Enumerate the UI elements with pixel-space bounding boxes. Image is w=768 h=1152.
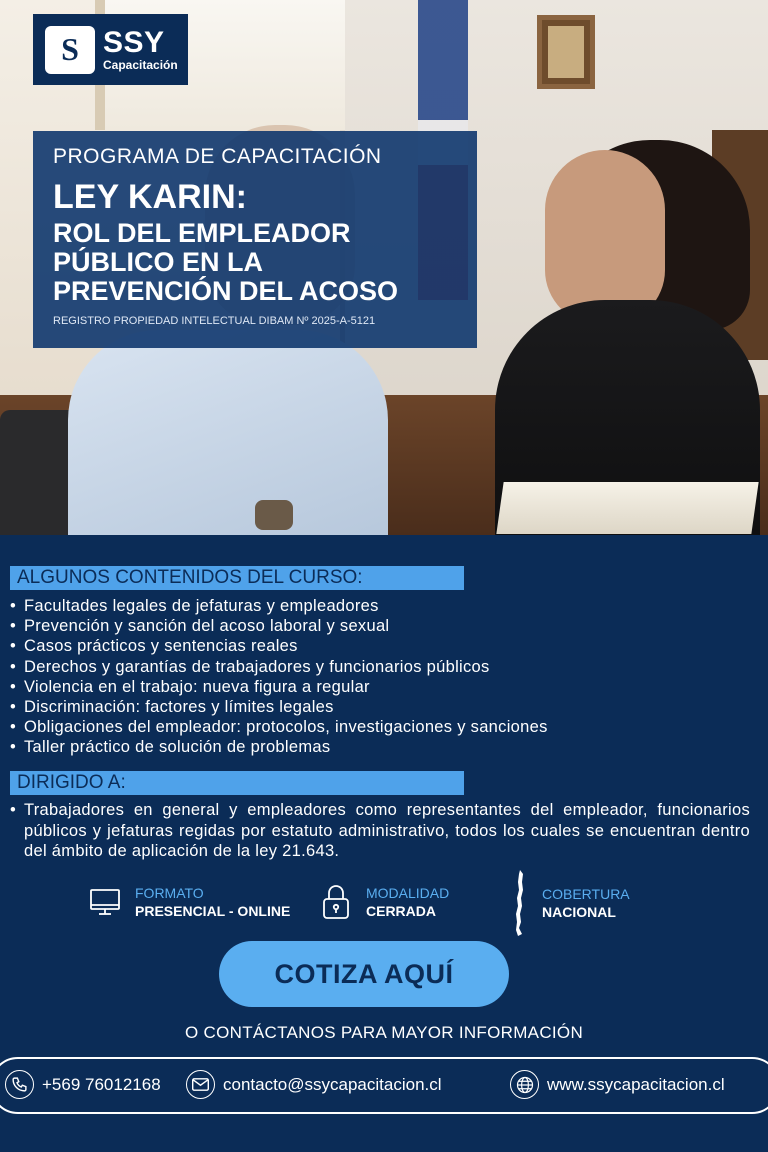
- list-item: • Obligaciones del empleador: protocolos, investigaciones y sanciones: [10, 717, 750, 737]
- program-label: PROGRAMA DE CAPACITACIÓN: [53, 145, 382, 168]
- format-label: FORMATO: [135, 884, 204, 901]
- brand-logo[interactable]: [33, 14, 188, 85]
- format-value: PRESENCIAL - ONLINE: [135, 902, 291, 919]
- phone-icon: [5, 1070, 34, 1099]
- contents-list: [10, 596, 750, 758]
- monitor-icon: [85, 880, 125, 924]
- title-line-4: PREVENCIÓN DEL ACOSO: [53, 276, 399, 306]
- chile-map-icon: [510, 870, 532, 936]
- wristwatch: [255, 500, 293, 530]
- mode-value: CERRADA: [366, 902, 436, 919]
- email-address: contacto@ssycapacitacion.cl: [223, 1074, 442, 1094]
- logo-text: [103, 25, 178, 72]
- mail-icon: [186, 1070, 215, 1099]
- phone-number: +569 76012168: [42, 1074, 161, 1094]
- list-item: • Prevención y sanción del acoso laboral y sexual: [10, 616, 750, 636]
- document-stack: [496, 482, 758, 534]
- list-item: • Discriminación: factores y límites legales: [10, 697, 750, 717]
- list-item: • Violencia en el trabajo: nueva figura a regular: [10, 677, 750, 697]
- website-link[interactable]: [510, 1070, 725, 1099]
- coverage-label: COBERTURA: [542, 885, 630, 902]
- lock-icon: [316, 880, 356, 924]
- website-url: www.ssycapacitacion.cl: [547, 1074, 725, 1094]
- list-item: • Casos prácticos y sentencias reales: [10, 636, 750, 656]
- target-description: • Trabajadores en general y empleadores como representantes del empleador, funcionarios públicos y jefaturas regidas por estatuto administrativo, todos los cuales se encuentran dentro del ámbito de aplicación de la ley 21.643.: [10, 800, 750, 862]
- man-figure: [68, 330, 388, 535]
- logo-mark: S: [45, 26, 95, 74]
- feature-format: [85, 880, 290, 924]
- target-heading: DIRIGIDO A:: [10, 771, 464, 795]
- wall-frame: [537, 15, 595, 89]
- feature-coverage: [510, 870, 630, 936]
- contact-prompt: O CONTÁCTANOS PARA MAYOR INFORMACIÓN: [184, 1023, 584, 1042]
- title-line-3: PÚBLICO EN LA: [53, 247, 264, 277]
- page-title: LEY KARIN:: [53, 178, 247, 216]
- brand-subtitle: Capacitación: [103, 57, 178, 72]
- contents-heading: ALGUNOS CONTENIDOS DEL CURSO:: [10, 566, 464, 590]
- coverage-value: NACIONAL: [542, 903, 616, 920]
- list-item: • Facultades legales de jefaturas y empleadores: [10, 596, 750, 616]
- registry-number: REGISTRO PROPIEDAD INTELECTUAL DIBAM Nº 2025-A-5121: [53, 315, 376, 327]
- phone-link[interactable]: [5, 1070, 161, 1099]
- title-card: [33, 131, 477, 348]
- feature-mode: [316, 880, 449, 924]
- list-item: • Derechos y garantías de trabajadores y funcionarios públicos: [10, 657, 750, 677]
- globe-icon: [510, 1070, 539, 1099]
- woman-head: [545, 150, 665, 325]
- mode-label: MODALIDAD: [366, 884, 450, 901]
- brand-name: SSY: [103, 25, 165, 59]
- title-line-2: ROL DEL EMPLEADOR: [53, 218, 351, 248]
- email-link[interactable]: [186, 1070, 442, 1099]
- list-item: • Taller práctico de solución de problemas: [10, 737, 750, 757]
- quote-button[interactable]: COTIZA AQUÍ: [219, 941, 509, 1007]
